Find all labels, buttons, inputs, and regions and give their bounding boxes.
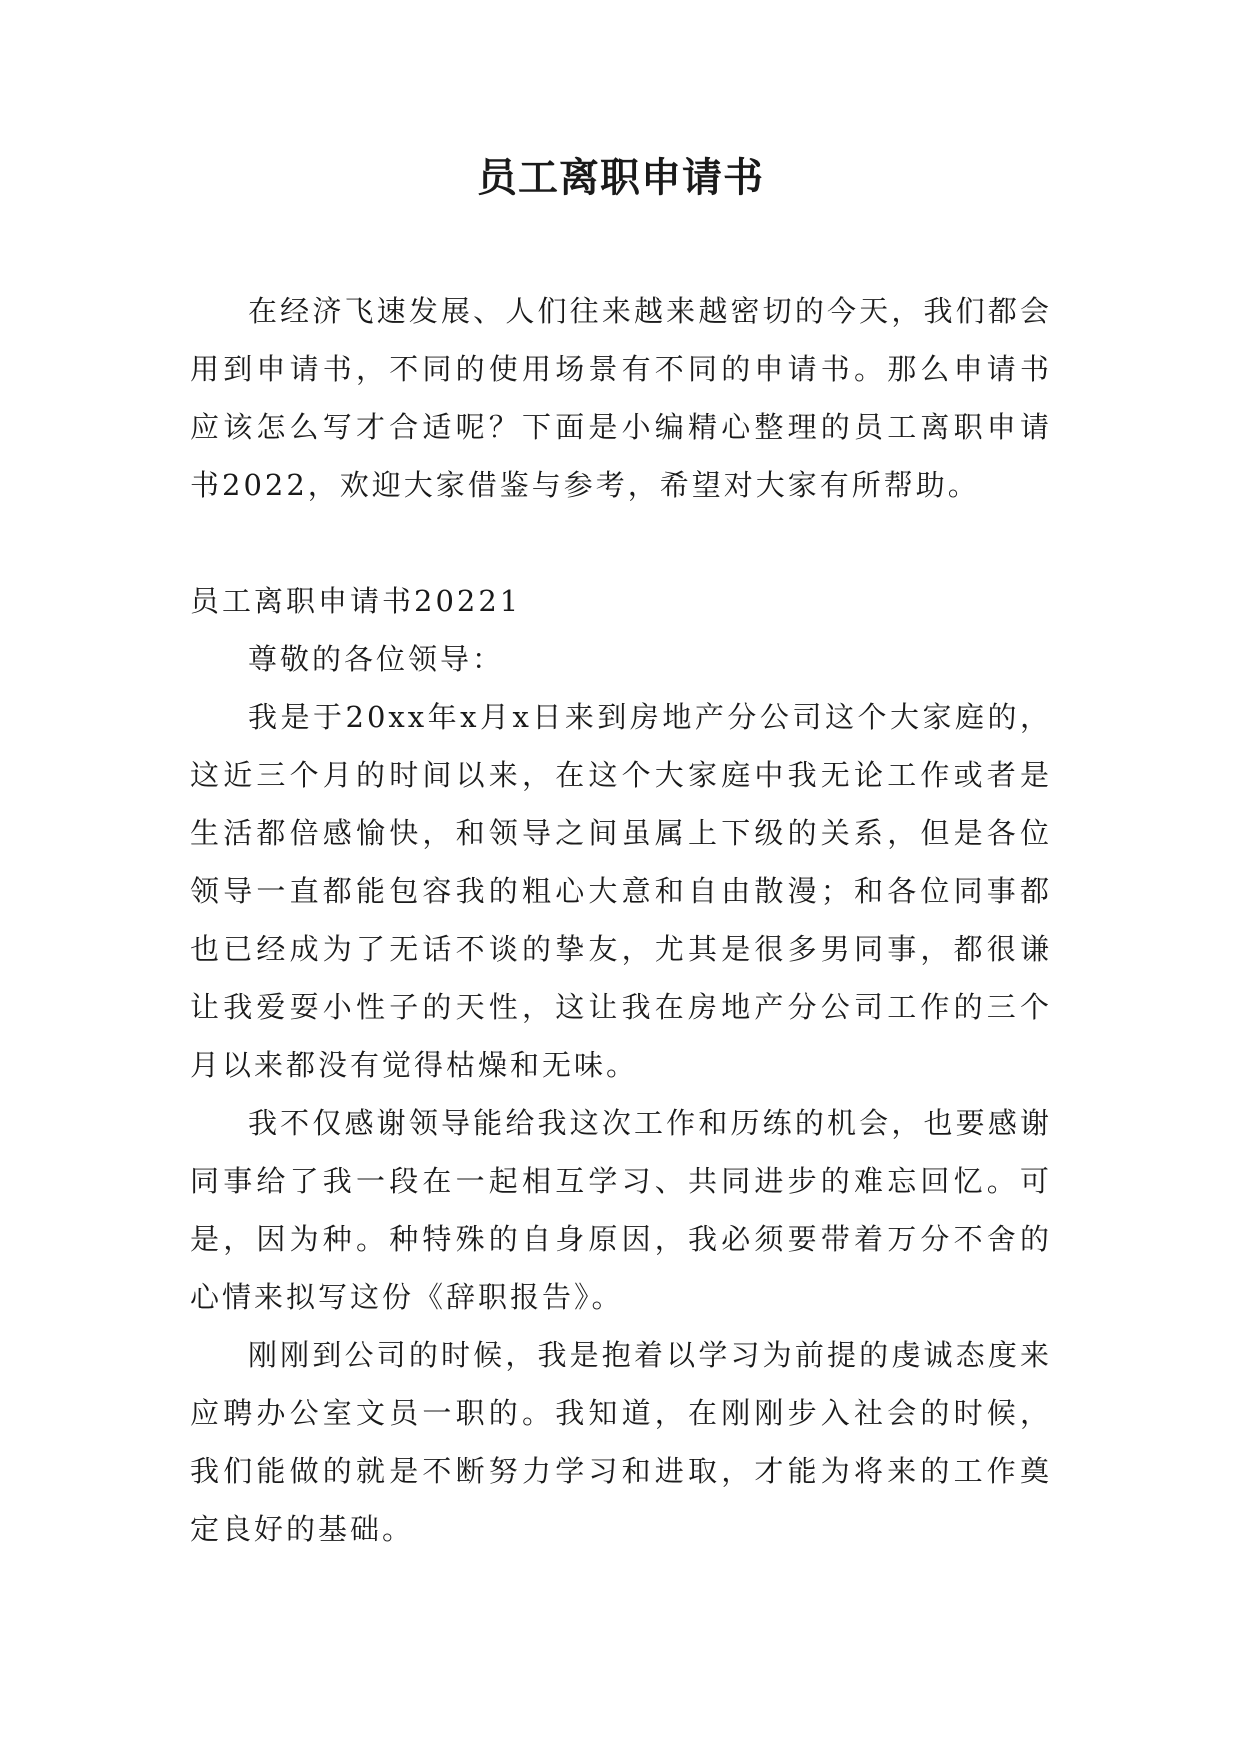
body-paragraph-1: 我是于20xx年x月x日来到房地产分公司这个大家庭的，这近三个月的时间以来，在这个大家庭中我无论工作或者是生活都倍感愉快，和领导之间虽属上下级的关系，但是各位领导一直都能包容我的粗心大意和自由散漫；和各位同事都也已经成为了无话不谈的挚友，尤其是很多男同事，都很谦让我爱耍小性子的天性，这让我在房地产分公司工作的三个月以来都没有觉得枯燥和无味。 — [190, 700, 1052, 1082]
salutation: 尊敬的各位领导： — [248, 642, 505, 676]
body-paragraph-3: 刚刚到公司的时候，我是抱着以学习为前提的虔诚态度来应聘办公室文员一职的。我知道，在刚刚步入社会的时候，我们能做的就是不断努力学习和进取，才能为将来的工作奠定良好的基础。 — [190, 1338, 1052, 1546]
document-title: 员工离职申请书 — [477, 154, 764, 201]
body-paragraph-2: 我不仅感谢领导能给我这次工作和历练的机会，也要感谢同事给了我一段在一起相互学习、共同进步的难忘回忆。可是，因为种。种特殊的自身原因，我必须要带着万分不舍的心情来拟写这份《辞职报告》。 — [190, 1106, 1052, 1314]
document-body — [190, 282, 1052, 1558]
intro-paragraph: 在经济飞速发展、人们往来越来越密切的今天，我们都会用到申请书，不同的使用场景有不同的申请书。那么申请书应该怎么写才合适呢？下面是小编精心整理的员工离职申请书2022，欢迎大家借鉴与参考，希望对大家有所帮助。 — [190, 294, 1052, 502]
section-heading: 员工离职申请书20221 — [190, 584, 522, 618]
paragraph-gap — [190, 514, 1052, 572]
